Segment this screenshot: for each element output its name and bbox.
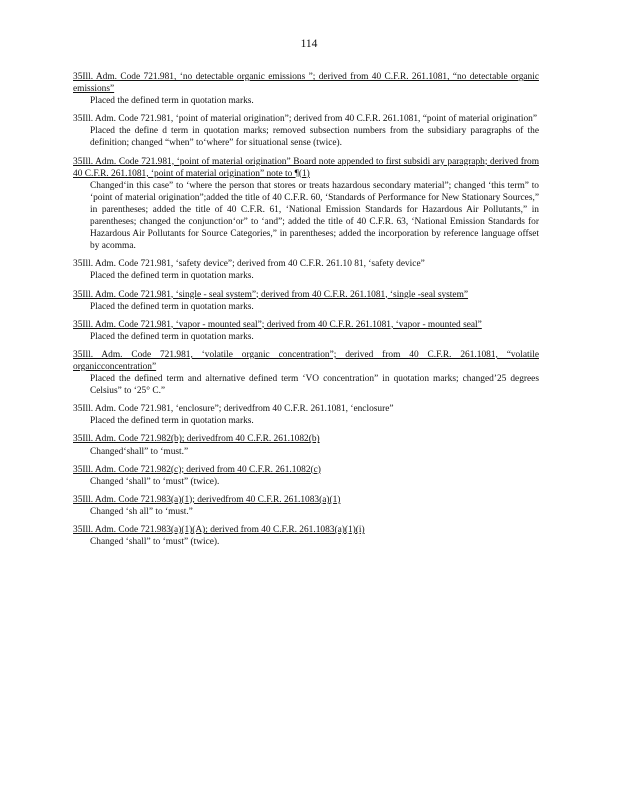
derivation-entry (73, 113, 539, 149)
derivation-entry (73, 464, 539, 488)
citation: 35Ill. Adm. Code 721.981, ‘single - seal system”; derived from 40 C.F.R. 261.1081, ‘single -seal system” (73, 289, 469, 300)
change-note: Placed the define d term in quotation marks; removed subsection numbers from the subsidiary paragraphs of the definition; changed “when” to‘where” for situational sense (twice). (90, 126, 539, 149)
derivation-entry (73, 319, 539, 343)
derivation-entry (73, 403, 539, 427)
derivation-entry (73, 258, 539, 282)
change-note: Changed ‘sh all” to ‘must.” (90, 506, 193, 517)
derivation-entry (73, 289, 539, 313)
change-note: Changed‘in this case” to ‘where the person that stores or treats hazardous secondary material”; changed ‘this term” to ‘point of material origination”;added the title of 40 C.F.R. 60, ‘Standards of Performance for New Stationary Sources,” in parentheses; added the title of 40 C.F.R. 61, ‘National Emission Standards for Hazardous Air Pollutants,” in parentheses; changed the conjunction‘or” to ‘and”; added the title of 40 C.F.R. 63, ‘National Emission Standards for Hazardous Air Pollutants for Source Categories,” in parentheses; added the incorporation by reference language offset by acomma. (90, 180, 539, 252)
change-note: Placed the defined term in quotation marks. (90, 96, 254, 107)
citation: 35Ill. Adm. Code 721.981, ‘no detectable organic emissions ”; derived from 40 C.F.R. 261.1081, “no detectable organic emissions” (73, 72, 539, 95)
derivation-entry (73, 71, 539, 107)
derivation-entry (73, 349, 539, 397)
citation: 35Ill. Adm. Code 721.981, ‘point of material origination” Board note appended to first subsidi ary paragraph; derived from 40 C.F.R. 261.1081, ‘point of material origination” note to ¶(1) (73, 156, 539, 179)
change-note: Placed the defined term in quotation marks. (90, 416, 254, 427)
change-note: Changed ‘shall” to ‘must” (twice). (90, 537, 220, 548)
change-note: Placed the defined term in quotation marks. (90, 271, 254, 282)
citation: 35Ill. Adm. Code 721.981, ‘vapor - mounted seal”; derived from 40 C.F.R. 261.1081, ‘vapor - mounted seal” (73, 319, 482, 330)
derivation-entry (73, 433, 539, 457)
citation: 35Ill. Adm. Code 721.983(a)(1); derivedfrom 40 C.F.R. 261.1083(a)(1) (73, 494, 341, 505)
change-note: Placed the defined term and alternative defined term ‘VO concentration” in quotation marks; changed’25 degrees Celsius” to ‘25° C.” (90, 374, 539, 397)
citation: 35Ill. Adm. Code 721.981, ‘volatile organic concentration”; derived from 40 C.F.R. 261.1081, “volatile organicconcentration” (73, 349, 539, 372)
change-note: Changed ‘shall” to ‘must” (twice). (90, 476, 220, 487)
citation: 35Ill. Adm. Code 721.981, ‘enclosure”; derivedfrom 40 C.F.R. 261.1081, ‘enclosure” (73, 404, 394, 415)
citation: 35Ill. Adm. Code 721.982(c); derived from 40 C.F.R. 261.1082(c) (73, 464, 321, 475)
change-note: Placed the defined term in quotation marks. (90, 331, 254, 342)
derivation-entry (73, 156, 539, 253)
document-body (73, 71, 539, 554)
citation: 35Ill. Adm. Code 721.983(a)(1)(A); derived from 40 C.F.R. 261.1083(a)(1)(i) (73, 525, 365, 535)
page-number: 114 (300, 38, 318, 50)
citation: 35Ill. Adm. Code 721.982(b); derivedfrom 40 C.F.R. 261.1082(b) (73, 434, 320, 445)
citation: 35Ill. Adm. Code 721.981, ‘safety device”; derived from 40 C.F.R. 261.10 81, ‘safety device” (73, 259, 425, 270)
change-note: Changed‘shall” to ‘must.” (90, 446, 189, 457)
derivation-entry (73, 524, 539, 548)
change-note: Placed the defined term in quotation marks. (90, 301, 254, 312)
derivation-entry (73, 494, 539, 518)
citation: 35Ill. Adm. Code 721.981, ‘point of material origination”; derived from 40 C.F.R. 261.1081, “point of material origination” (73, 114, 538, 125)
